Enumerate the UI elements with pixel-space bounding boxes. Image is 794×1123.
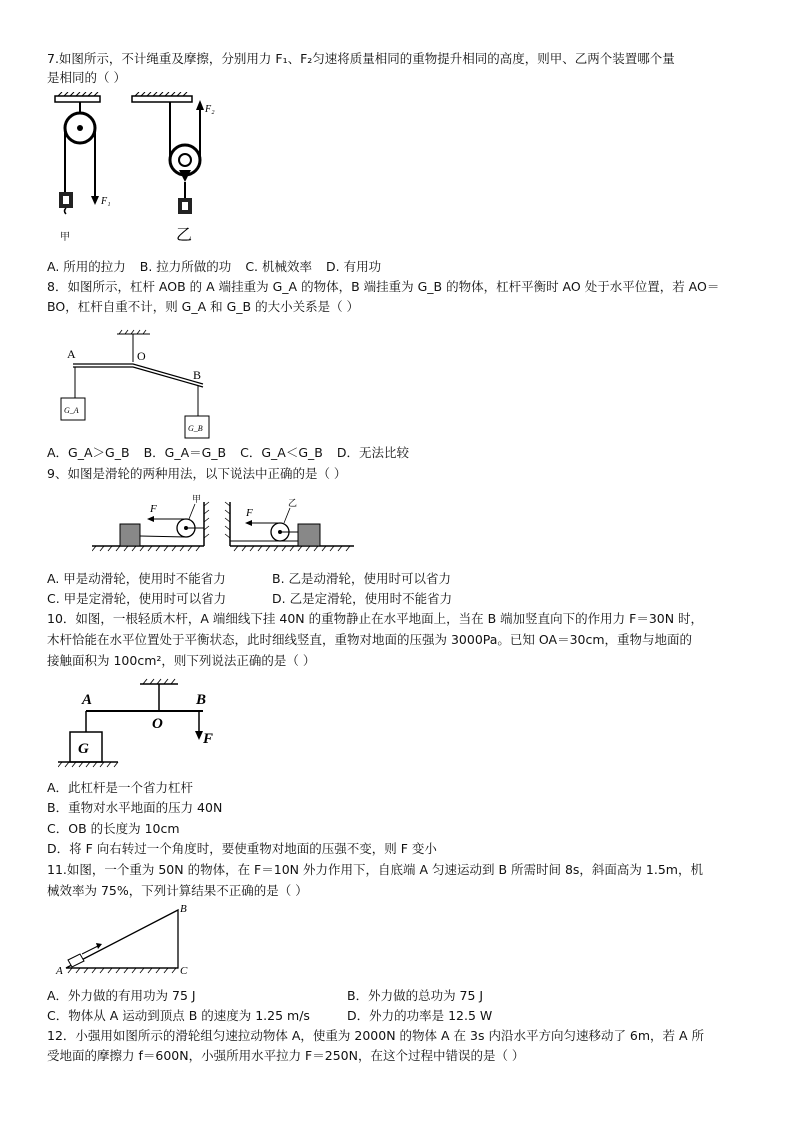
q9-f-right-label: F [246, 507, 253, 519]
q10-option-b: B．重物对水平地面的压力 40N [47, 800, 223, 815]
q11-stem-line1: 11.如图，一个重为 50N 的物体，在 F＝10N 外力作用下，自底端 A 匀速运动到 B 所需时间 8s，斜面高为 1.5m，机 [47, 862, 703, 877]
q8-option-b: B．G_A＝G_B [143, 445, 227, 460]
q10-label-b: B [196, 692, 207, 708]
q7-stem-line2: 是相同的（ ） [47, 70, 126, 85]
q8-option-c: C．G_A＜G_B [240, 445, 323, 460]
q8-label-ga: G_A [64, 406, 79, 415]
q11-label-b: B [180, 903, 187, 915]
q8-stem-line2: BO，杠杆自重不计，则 G_A 和 G_B 的大小关系是（ ） [47, 299, 360, 314]
q7-options [47, 258, 395, 276]
q8-option-d: D．无法比较 [336, 445, 410, 460]
q10-option-d: D．将 F 向右转过一个角度时，要使重物对地面的压强不变，则 F 变小 [47, 841, 437, 856]
q10-label-o: O [152, 716, 163, 732]
q11-option-c: C．物体从 A 运动到顶点 B 的速度为 1.25 m/s [47, 1008, 310, 1023]
q10-stem-line2: 木杆恰能在水平位置处于平衡状态，此时细线竖直，重物对地面的压强为 3000Pa。已知 OA＝30cm，重物与地面的 [47, 632, 693, 647]
q8-option-a: A．G_A＞G_B [47, 445, 130, 460]
q10-label-a: A [82, 692, 93, 708]
q12-stem-line1: 12．小强用如图所示的滑轮组匀速拉动物体 A，使重为 2000N 的物体 A 在 3s 内沿水平方向匀速移动了 6m，若 A 所 [47, 1028, 705, 1043]
q9-pulley-figure [92, 492, 362, 560]
q10-stem-line1: 10．如图，一根轻质木杆，A 端细线下挂 40N 的重物静止在水平地面上，当在 B 端加竖直向下的作用力 F＝30N 时， [47, 611, 704, 626]
q9-label-yi: 乙 [288, 498, 298, 508]
q9-option-a: A. 甲是动滑轮，使用时不能省力 [47, 571, 226, 586]
q7-pulley-figure [50, 92, 250, 252]
q9-label-jia: 甲 [192, 494, 202, 504]
q7-option-d: D. 有用功 [326, 259, 382, 274]
q10-option-c: C．OB 的长度为 10cm [47, 821, 180, 836]
q7-label-jia: 甲 [60, 232, 70, 243]
q7-label-yi: 乙 [176, 227, 193, 244]
q9-option-c: C. 甲是定滑轮，使用时可以省力 [47, 591, 227, 606]
q11-label-a: A [56, 965, 63, 977]
q8-label-gb: G_B [188, 424, 203, 433]
q11-option-b: B．外力做的总功为 75 J [347, 988, 484, 1003]
q7-option-b: B. 拉力所做的功 [139, 259, 232, 274]
q10-label-g: G [78, 741, 89, 757]
q9-stem: 9、如图是滑轮的两种用法，以下说法中正确的是（ ） [47, 466, 347, 481]
q11-stem-line2: 械效率为 75%，下列计算结果不正确的是（ ） [47, 883, 308, 898]
q10-stem-line3: 接触面积为 100cm²，则下列说法正确的是（ ） [47, 653, 316, 668]
q8-label-b: B [193, 368, 202, 382]
q11-option-d: D．外力的功率是 12.5 W [347, 1008, 493, 1023]
q8-label-o: O [137, 349, 146, 363]
q8-label-a: A [67, 347, 76, 361]
q7-option-a: A. 所用的拉力 [47, 259, 126, 274]
q11-incline-figure [52, 902, 202, 978]
q7-option-c: C. 机械效率 [245, 259, 312, 274]
q10-lever-figure [58, 676, 228, 770]
q8-lever-figure [55, 328, 225, 440]
q10-option-a: A．此杠杆是一个省力杠杆 [47, 780, 194, 795]
q10-label-f: F [203, 731, 214, 747]
q7-f2-label: F₂ [205, 104, 215, 115]
q12-stem-line2: 受地面的摩擦力 f＝600N，小强所用水平拉力 F＝250N，在这个过程中错误的是（ ） [47, 1048, 525, 1063]
q7-f1-label: F₁ [101, 196, 111, 207]
q8-options [47, 444, 423, 462]
q9-option-b: B. 乙是动滑轮，使用时可以省力 [272, 571, 452, 586]
q11-label-c: C [180, 965, 188, 977]
q11-option-a: A．外力做的有用功为 75 J [47, 988, 196, 1003]
q8-stem-line1: 8．如图所示，杠杆 AOB 的 A 端挂重为 G_A 的物体，B 端挂重为 G_B 的物体，杠杆平衡时 AO 处于水平位置，若 AO＝ [47, 279, 720, 294]
q9-option-d: D. 乙是定滑轮，使用时不能省力 [272, 591, 453, 606]
q7-stem-line1: 7.如图所示，不计绳重及摩擦，分别用力 F₁、F₂匀速将质量相同的重物提升相同的高度，则甲、乙两个装置哪个量 [47, 51, 675, 66]
q9-f-left-label: F [150, 503, 157, 515]
